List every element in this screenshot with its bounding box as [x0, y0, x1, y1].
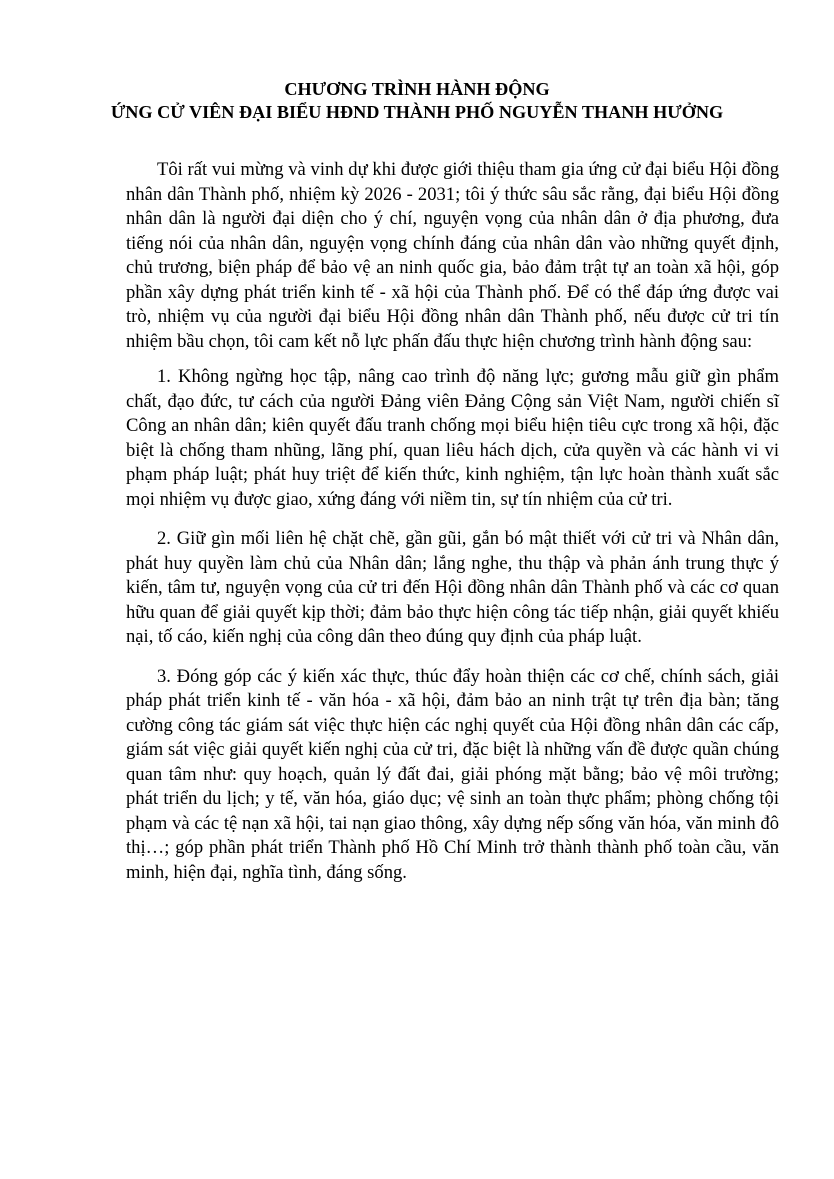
title-line-1: CHƯƠNG TRÌNH HÀNH ĐỘNG: [284, 79, 550, 99]
intro-paragraph: Tôi rất vui mừng và vinh dự khi được giới thiệu tham gia ứng cử đại biểu Hội đồng nhân dân Thành phố, nhiệm kỳ 2026 - 2031; tôi ý thức sâu sắc rằng, đại biểu Hội đồng nhân dân là người đại diện cho ý chí, nguyện vọng của nhân dân ở địa phương, đưa tiếng nói của nhân dân, nguyện vọng chính đáng của nhân dân vào những quyết định, chủ trương, biện pháp để bảo vệ an ninh quốc gia, bảo đảm trật tự an toàn xã hội, góp phần xây dựng phát triển kinh tế - xã hội của Thành phố. Để có thể đáp ứng được vai trò, nhiệm vụ của người đại biểu Hội đồng nhân dân Thành phố, nếu được cử tri tín nhiệm bầu chọn, tôi cam kết nỗ lực phấn đấu thực hiện chương trình hành động sau:: [126, 159, 779, 352]
title-line-2: ỨNG CỬ VIÊN ĐẠI BIỂU HĐND THÀNH PHỐ NGUYỄN THANH HƯỞNG: [110, 102, 724, 122]
document-body: [126, 158, 779, 900]
commitment-2-paragraph: 2. Giữ gìn mối liên hệ chặt chẽ, gần gũi, gắn bó mật thiết với cử tri và Nhân dân, phát huy quyền làm chủ của Nhân dân; lắng nghe, thu thập và phản ánh trung thực ý kiến, tâm tư, nguyện vọng của cử tri đến Hội đồng nhân dân Thành phố và các cơ quan hữu quan để giải quyết kịp thời; đảm bảo thực hiện công tác tiếp nhận, giải quyết khiếu nại, tố cáo, kiến nghị của công dân theo đúng quy định của pháp luật.: [126, 528, 779, 647]
commitment-3-paragraph: 3. Đóng góp các ý kiến xác thực, thúc đẩy hoàn thiện các cơ chế, chính sách, giải pháp phát triển kinh tế - văn hóa - xã hội, đảm bảo an ninh trật tự trên địa bàn; tăng cường công tác giám sát việc thực hiện các nghị quyết của Hội đồng nhân dân các cấp, giám sát việc giải quyết kiến nghị của cử tri, đặc biệt là những vấn đề được quần chúng quan tâm như: quy hoạch, quản lý đất đai, giải phóng mặt bằng; bảo vệ môi trường; phát triển du lịch; y tế, văn hóa, giáo dục; vệ sinh an toàn thực phẩm; phòng chống tội phạm và các tệ nạn xã hội, tai nạn giao thông, xây dựng nếp sống văn hóa, văn minh đô thị…; góp phần phát triển Thành phố Hồ Chí Minh trở thành thành phố toàn cầu, văn minh, hiện đại, nghĩa tình, đáng sống.: [126, 665, 779, 883]
document-title: [60, 78, 774, 124]
commitment-1-paragraph: 1. Không ngừng học tập, nâng cao trình độ năng lực; gương mẫu giữ gìn phẩm chất, đạo đức, tư cách của người Đảng viên Đảng Cộng sản Việt Nam, người chiến sĩ Công an nhân dân; kiên quyết đấu tranh chống mọi biểu hiện tiêu cực trong xã hội, đặc biệt là chống tham nhũng, lãng phí, quan liêu hách dịch, cửa quyền và các hành vi vi phạm pháp luật; phát huy triệt để kiến thức, kinh nghiệm, tận lực hoàn thành xuất sắc mọi nhiệm vụ được giao, xứng đáng với niềm tin, sự tín nhiệm của cử tri.: [126, 366, 779, 510]
